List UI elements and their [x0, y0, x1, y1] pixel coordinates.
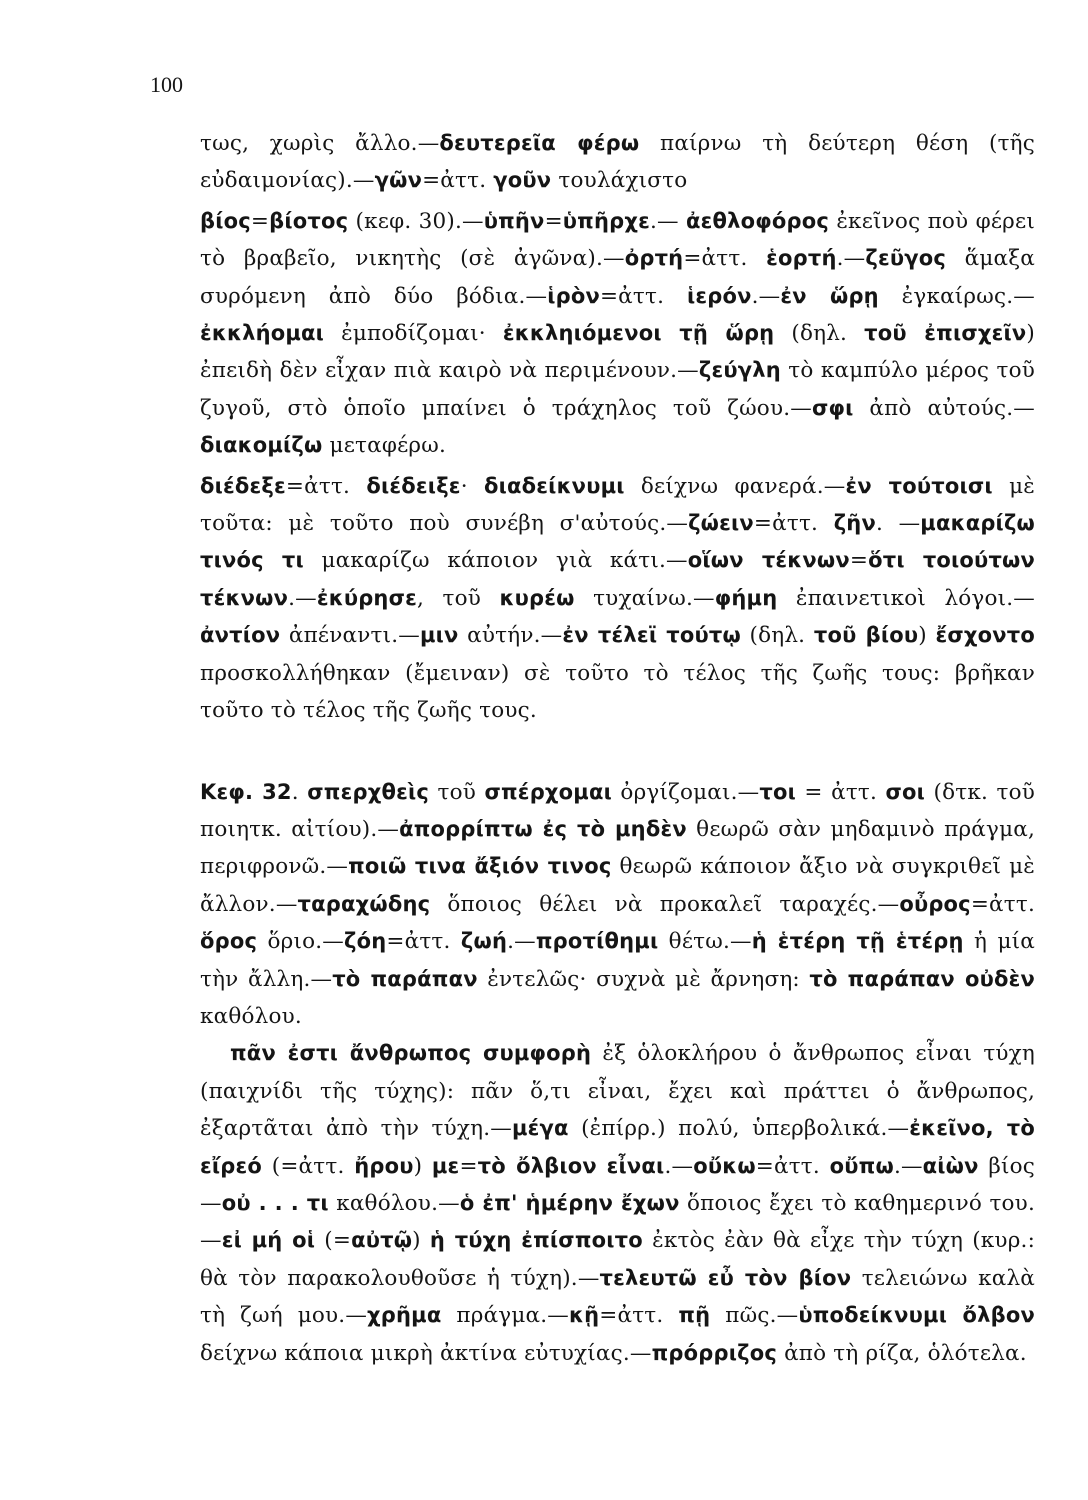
- gloss-text: ·: [460, 473, 485, 499]
- headword: σφι: [811, 395, 854, 420]
- headword: ζῆν: [833, 511, 876, 536]
- headword: οἵων τέκνων: [687, 548, 850, 573]
- headword: δευτερεῖα φέρω: [439, 131, 640, 155]
- chapter-32-paragraph: [200, 774, 1035, 1036]
- gloss-text: (δηλ.: [774, 321, 865, 347]
- headword: τὸ παράπαν οὐδὲν: [809, 966, 1035, 991]
- headword: ἐκκληιόμενοι τῇ ὥρῃ: [502, 321, 775, 346]
- gloss-text: ἐκτὸς ἐὰν θὰ εἶχε τὴν τύχη (κυρ.: θὰ τὸν παρακολουθοῦσε ἡ τύχη).—: [200, 1228, 1036, 1291]
- gloss-text: τελειώνω καλὰ τὴ ζωή μου.—: [200, 1265, 1035, 1329]
- headword: διακομίζω: [200, 433, 323, 458]
- headword: βίος: [200, 208, 251, 233]
- gloss-text: =ἀττ.: [755, 1153, 830, 1179]
- headword: ζεῦγος: [865, 246, 947, 271]
- gloss-text: (ἐπίρρ.) πολύ, ὑπερβολικά.—: [568, 1116, 910, 1142]
- headword: με: [431, 1153, 460, 1178]
- gloss-text: =: [459, 1153, 478, 1179]
- headword: γοῦν: [493, 168, 552, 193]
- gloss-text: =ἀττ.: [683, 246, 767, 272]
- gloss-text: .: [291, 779, 308, 805]
- headword: διέδεξε: [200, 473, 286, 498]
- gloss-text: ἐπαινετικοὶ λόγοι.—: [777, 585, 1035, 611]
- gloss-text: ἐγκαίρως.—: [878, 283, 1035, 309]
- gloss-text: =ἀττ.: [285, 473, 367, 499]
- headword: μέγα: [511, 1116, 569, 1141]
- gloss-text: . —: [875, 511, 921, 537]
- headword: ἔσχοντο: [935, 623, 1036, 648]
- gloss-text: .—: [507, 929, 536, 955]
- gloss-text: [597, 1154, 607, 1179]
- gloss-text: ) ἐπειδὴ δὲν εἶχαν πιὰ καιρὸ νὰ περιμένουν.—: [200, 321, 1035, 384]
- gloss-text: ὅριο.—: [257, 929, 344, 955]
- headword: ἡ ἑτέρη τῇ ἑτέρῃ: [751, 929, 964, 954]
- gloss-text: αὐτήν.—: [458, 623, 563, 649]
- gloss-text: μακαρίζω κάποιον γιὰ κάτι.—: [303, 548, 688, 574]
- headword: ὑπῆρχε: [562, 208, 650, 233]
- gloss-text: καθόλου.: [200, 1003, 302, 1029]
- gloss-text: ἀπὸ τὴ ρίζα, ὁλότελα.: [777, 1340, 1027, 1366]
- gloss-text: =ἀττ.: [970, 891, 1035, 917]
- headword: αἰὼν: [922, 1153, 979, 1178]
- headword: σοι: [885, 779, 926, 804]
- headword: Κεφ. 32: [200, 779, 292, 804]
- headword: αὐτῷ: [351, 1228, 413, 1253]
- headword: ζώειν: [688, 511, 754, 536]
- headword: ἐν τέλεϊ τούτῳ: [562, 623, 741, 648]
- headword: τὸ ὄλβιον: [477, 1153, 597, 1178]
- gloss-text: = ἀττ.: [795, 779, 886, 805]
- headword: ἀεθλοφόρος: [686, 208, 830, 233]
- headword: ὑπῆν: [483, 208, 545, 233]
- headword: γῶν: [374, 168, 423, 193]
- gloss-text: δείχνω κάποια μικρὴ ἀκτίνα εὐτυχίας.—: [200, 1340, 652, 1366]
- headword: μιν: [420, 623, 459, 648]
- gloss-text: τως, χωρὶς ἄλλο.—: [200, 131, 440, 156]
- headword: ἐν τούτοισι: [845, 473, 993, 498]
- gloss-text: (δτκ. τοῦ ποιητκ. αἰτίου).—: [200, 779, 1035, 842]
- headword: εἶναι: [606, 1153, 665, 1178]
- gloss-text: .—: [288, 585, 317, 611]
- gloss-text: =: [849, 548, 869, 574]
- headword: εἰ μή οἱ: [221, 1228, 316, 1253]
- gloss-text: πράγμα.—: [441, 1303, 569, 1329]
- headword: ὑποδείκνυμι ὄλβον: [798, 1303, 1035, 1328]
- gloss-text: =: [250, 208, 270, 234]
- gloss-text: καθόλου.—: [328, 1190, 460, 1216]
- gloss-text: ὅποιος ἔχει τὸ καθημερινό του.—: [200, 1190, 1035, 1254]
- gloss-text: ἅμαξα συρόμενη ἀπὸ δύο βόδια.—: [200, 246, 1036, 309]
- gloss-text: παίρνω τὴ δεύτερη θέση (τῆς εὐδαιμονίας).—: [200, 131, 1035, 194]
- gloss-text: .—: [751, 283, 781, 309]
- headword: τελευτῶ εὖ τὸν βίον: [599, 1265, 852, 1290]
- gloss-text: ἀπὸ αὐτούς.—: [853, 395, 1035, 421]
- gloss-text: τουλάχιστο: [551, 168, 688, 194]
- gloss-text: θεωρῶ κάποιον ἄξιο νὰ συγκριθεῖ μὲ ἄλλον.—: [200, 854, 1035, 917]
- headword: κυρέω: [499, 585, 575, 610]
- gloss-text: (=ἀττ.: [262, 1153, 355, 1179]
- headword: βίοτος: [269, 208, 349, 233]
- headword: οὔκω: [693, 1153, 756, 1178]
- gloss-text: δείχνω φανερά.—: [624, 473, 846, 499]
- headword: ἀντίον: [200, 623, 281, 648]
- gloss-text: ὅποιος θέλει νὰ προκαλεῖ ταραχές.—: [430, 891, 900, 917]
- gloss-text: θέτω.—: [658, 929, 752, 955]
- headword: ἱερόν: [686, 283, 752, 308]
- headword: ἐκύρησε: [316, 585, 418, 610]
- gloss-text: ): [412, 1228, 430, 1254]
- headword: ὁ ἐπ' ἡμέρην ἔχων: [459, 1190, 680, 1215]
- headword: σπέρχομαι: [484, 779, 612, 804]
- headword: μακαρίζω τινός τι: [200, 511, 1035, 573]
- gloss-text: βίος—: [200, 1153, 1035, 1216]
- headword: τὸ παράπαν: [332, 966, 478, 991]
- gloss-text: .—: [893, 1153, 923, 1179]
- headword: διέδειξε: [366, 473, 461, 498]
- headword: ποιῶ τινα ἄξιόν τινος: [348, 854, 612, 879]
- headword: ζόη: [344, 929, 387, 954]
- gloss-text: , τοῦ: [417, 585, 500, 611]
- headword: ταραχώδης: [297, 891, 431, 916]
- paragraph: [200, 468, 1035, 730]
- gloss-text: .—: [664, 1153, 694, 1179]
- headword: τοῦ βίου: [813, 623, 919, 648]
- gloss-text: ὀργίζομαι.—: [611, 779, 760, 805]
- headword: φήμη: [714, 585, 778, 610]
- headword: σπερχθεὶς: [307, 779, 430, 804]
- gloss-text: μεταφέρω.: [322, 433, 447, 459]
- gloss-text: ἐκεῖνος ποὺ φέρει τὸ βραβεῖο, νικητὴς (σὲ ἀγῶνα).—: [200, 208, 1035, 272]
- headword: ὅρος: [200, 929, 258, 954]
- headword: ζωή: [460, 929, 508, 954]
- gloss-text: =ἀττ.: [753, 511, 834, 537]
- gloss-text: (κεφ. 30).—: [348, 208, 484, 234]
- headword: τοῦ ἐπισχεῖν: [864, 321, 1027, 346]
- headword: ἱρὸν: [547, 283, 600, 308]
- gloss-text: .—: [836, 246, 866, 272]
- gloss-text: ἡ μία τὴν ἄλλη.—: [200, 929, 1035, 992]
- gloss-text: θεωρῶ σὰν μηδαμινὸ πράγμα, περιφρονῶ.—: [200, 816, 1035, 880]
- gloss-text: ἀπέναντι.—: [280, 623, 420, 649]
- gloss-text: (δηλ.: [740, 623, 814, 649]
- gloss-text: τοῦ: [429, 779, 485, 805]
- headword: ἀπορρίπτω ἐς τὸ μηδὲν: [399, 816, 687, 841]
- headword: πῇ: [678, 1303, 711, 1328]
- headword: προτίθημι: [535, 929, 659, 954]
- gloss-text: ): [918, 623, 936, 649]
- gloss-text: ): [413, 1153, 432, 1179]
- page-number: 100: [150, 72, 183, 97]
- gloss-text: (=: [315, 1228, 352, 1254]
- headword: πᾶν ἐστι ἄνθρωπος συμφορὴ: [230, 1041, 592, 1066]
- headword: διαδείκνυμι: [484, 473, 625, 498]
- gloss-text: =: [544, 208, 563, 234]
- body-text: [200, 125, 1035, 1372]
- paragraph: [200, 203, 1035, 465]
- gloss-text: =ἀττ.: [386, 929, 461, 955]
- paragraph: [200, 125, 1035, 200]
- gloss-text: πῶς.—: [710, 1303, 799, 1329]
- headword: ἐν ὥρῃ: [780, 283, 879, 308]
- headword: οὐ . . . τι: [221, 1190, 329, 1215]
- headword: κῇ: [568, 1303, 600, 1328]
- paragraph: [200, 1035, 1035, 1372]
- headword: ὀρτή: [624, 246, 684, 271]
- headword: ἑορτή: [766, 246, 837, 271]
- headword: τοι: [759, 779, 796, 804]
- gloss-text: ἐντελῶς· συχνὰ μὲ ἄρνηση:: [477, 966, 810, 992]
- headword: οὖρος: [899, 891, 971, 916]
- gloss-text: τὸ καμπύλο μέρος τοῦ ζυγοῦ, στὸ ὁποῖο μπαίνει ὁ τράχηλος τοῦ ζώου.—: [200, 358, 1035, 421]
- headword: ζεύγλη: [698, 358, 781, 383]
- gloss-text: προσκολλήθηκαν (ἔμειναν) σὲ τοῦτο τὸ τέλος τῆς ζωῆς τους: βρῆκαν τοῦτο τὸ τέλος τῆς ζωῆς τους.: [200, 660, 1035, 724]
- gloss-text: =ἀττ.: [599, 1303, 679, 1329]
- gloss-text: .—: [650, 208, 687, 234]
- headword: ὅτι τοιούτων τέκνων: [200, 548, 1035, 610]
- headword: ἡ τύχη ἐπίσποιτο: [429, 1228, 643, 1253]
- headword: ἤρου: [354, 1153, 414, 1178]
- headword: ἐκκλήομαι: [200, 321, 325, 346]
- headword: πρόρριζος: [651, 1340, 778, 1365]
- gloss-text: ἐξ ὁλοκλήρου ὁ ἄνθρωπος εἶναι τύχη (παιχνίδι τῆς τύχης): πᾶν ὅ,τι εἶναι, ἔχει καὶ πράττει ὁ ἄνθρωπος, ἐξαρτᾶται ἀπὸ τὴν τύχη.—: [200, 1041, 1035, 1142]
- gloss-text: =ἀττ.: [599, 283, 687, 309]
- gloss-text: μὲ τοῦτα: μὲ τοῦτο ποὺ συνέβη σ'αὐτούς.—: [200, 473, 1035, 537]
- gloss-text: ἐμποδίζομαι·: [324, 321, 503, 347]
- gloss-text: =ἀττ.: [422, 168, 494, 194]
- headword: χρῆμα: [367, 1303, 442, 1328]
- gloss-text: τυχαίνω.—: [574, 585, 715, 611]
- headword: οὔπω: [829, 1153, 894, 1178]
- headword: ἐκεῖνο, τὸ εἴρεό: [200, 1116, 1035, 1178]
